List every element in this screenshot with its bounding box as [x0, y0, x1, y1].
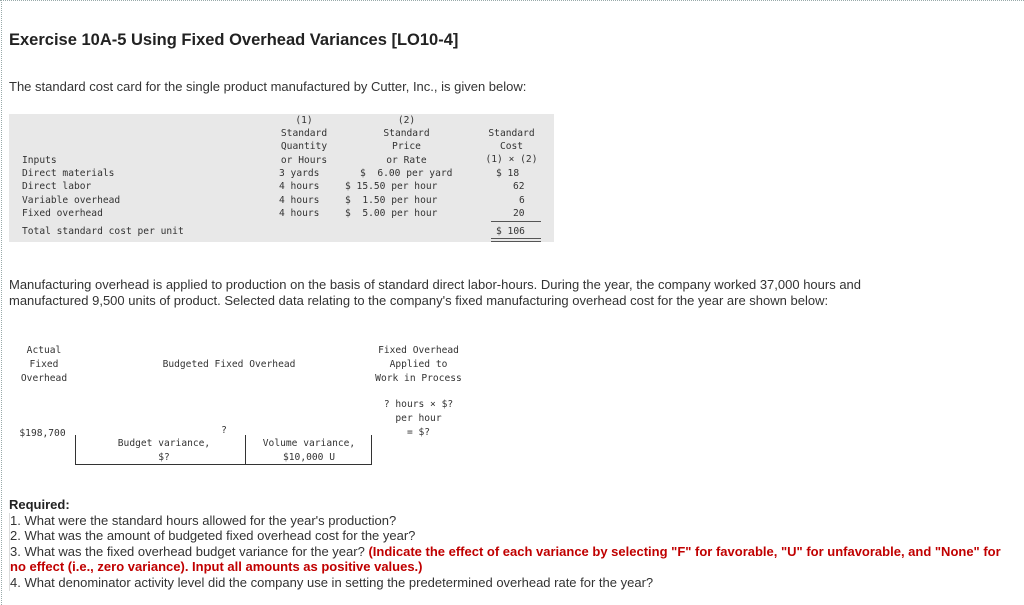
row-price-variable-overhead: $ 1.50 per hour [345, 195, 438, 206]
question-3-instructions: (Indicate the effect of each variance by selecting "F" for favorable, "U" for unfavorable, and "None" for no effect (i.e., zero variance). Input all amounts as positive values.) [10, 543, 1001, 575]
question-1: 1. What were the standard hours allowed for the year's production? [9, 513, 1009, 529]
total-value: $ 106 [496, 226, 525, 237]
question-3 [9, 544, 1009, 575]
required-heading: Required: [9, 497, 70, 512]
row-price-fixed-overhead: $ 5.00 per hour [345, 208, 438, 219]
volume-variance: Volume variance, $10,000 U [262, 438, 356, 463]
description-paragraph: Manufacturing overhead is applied to production on the basis of standard direct labor-hours. During the year, the company worked 37,000 hours and manufactured 9,500 units of product. Selected data relating to the company's fixed manufacturing overhead cost for the year are shown below: [9, 277, 862, 308]
required-section [9, 497, 1009, 591]
applied-formula: ? hours × $? per hour = $? [383, 399, 454, 438]
budget-variance: Budget variance, $? [117, 438, 211, 463]
row-price-direct-materials: $ 6.00 per yard [360, 168, 453, 179]
header-standard-quantity: (1) Standard Quantity or Hours [280, 115, 328, 166]
row-qty-direct-labor: 4 hours [279, 181, 320, 192]
left-border [1, 0, 2, 605]
row-price-direct-labor: $ 15.50 per hour [345, 181, 438, 192]
row-qty-direct-materials: 3 yards [279, 168, 320, 179]
header-inputs: Inputs [22, 155, 57, 166]
total-double-underline-1 [491, 238, 541, 239]
row-label-fixed-overhead: Fixed overhead [22, 208, 103, 219]
bracket-right-tick [371, 435, 372, 465]
row-cost-fixed-overhead: 20 [513, 208, 525, 219]
intro-text: The standard cost card for the single product manufactured by Cutter, Inc., is given below: [9, 79, 527, 94]
total-double-underline-2 [491, 241, 541, 242]
budgeted-fixed-overhead-label: Budgeted Fixed Overhead [162, 359, 296, 370]
top-border [0, 0, 1024, 1]
row-cost-direct-materials: $ 18 [496, 168, 520, 179]
budgeted-value: ? [221, 425, 227, 436]
row-qty-fixed-overhead: 4 hours [279, 208, 320, 219]
bracket-middle-tick [245, 435, 246, 465]
header-standard-cost: Standard Cost (1) × (2) [485, 128, 538, 166]
row-label-direct-labor: Direct labor [22, 181, 92, 192]
row-cost-direct-labor: 62 [513, 181, 525, 192]
actual-fixed-overhead-label: Actual Fixed Overhead [20, 345, 68, 384]
actual-value: $198,700 [19, 428, 66, 439]
row-label-direct-materials: Direct materials [22, 168, 115, 179]
variance-diagram [9, 340, 489, 470]
row-cost-variable-overhead: 6 [519, 195, 525, 206]
bracket-left-tick [75, 435, 76, 465]
fixed-overhead-applied-label: Fixed Overhead Applied to Work in Process [375, 345, 462, 384]
header-standard-price: (2) Standard Price or Rate [383, 115, 430, 166]
row-qty-variable-overhead: 4 hours [279, 195, 320, 206]
question-4: 4. What denominator activity level did the company use in setting the predetermined overhead rate for the year? [9, 575, 1009, 591]
standard-cost-card [9, 114, 554, 242]
total-label: Total standard cost per unit [22, 226, 184, 237]
question-3-text: 3. What was the fixed overhead budget variance for the year? [10, 543, 369, 559]
subtotal-underline [491, 221, 541, 222]
row-label-variable-overhead: Variable overhead [22, 195, 121, 206]
exercise-title: Exercise 10A-5 Using Fixed Overhead Variances [LO10-4] [9, 31, 459, 49]
question-2: 2. What was the amount of budgeted fixed overhead cost for the year? [9, 528, 1009, 544]
